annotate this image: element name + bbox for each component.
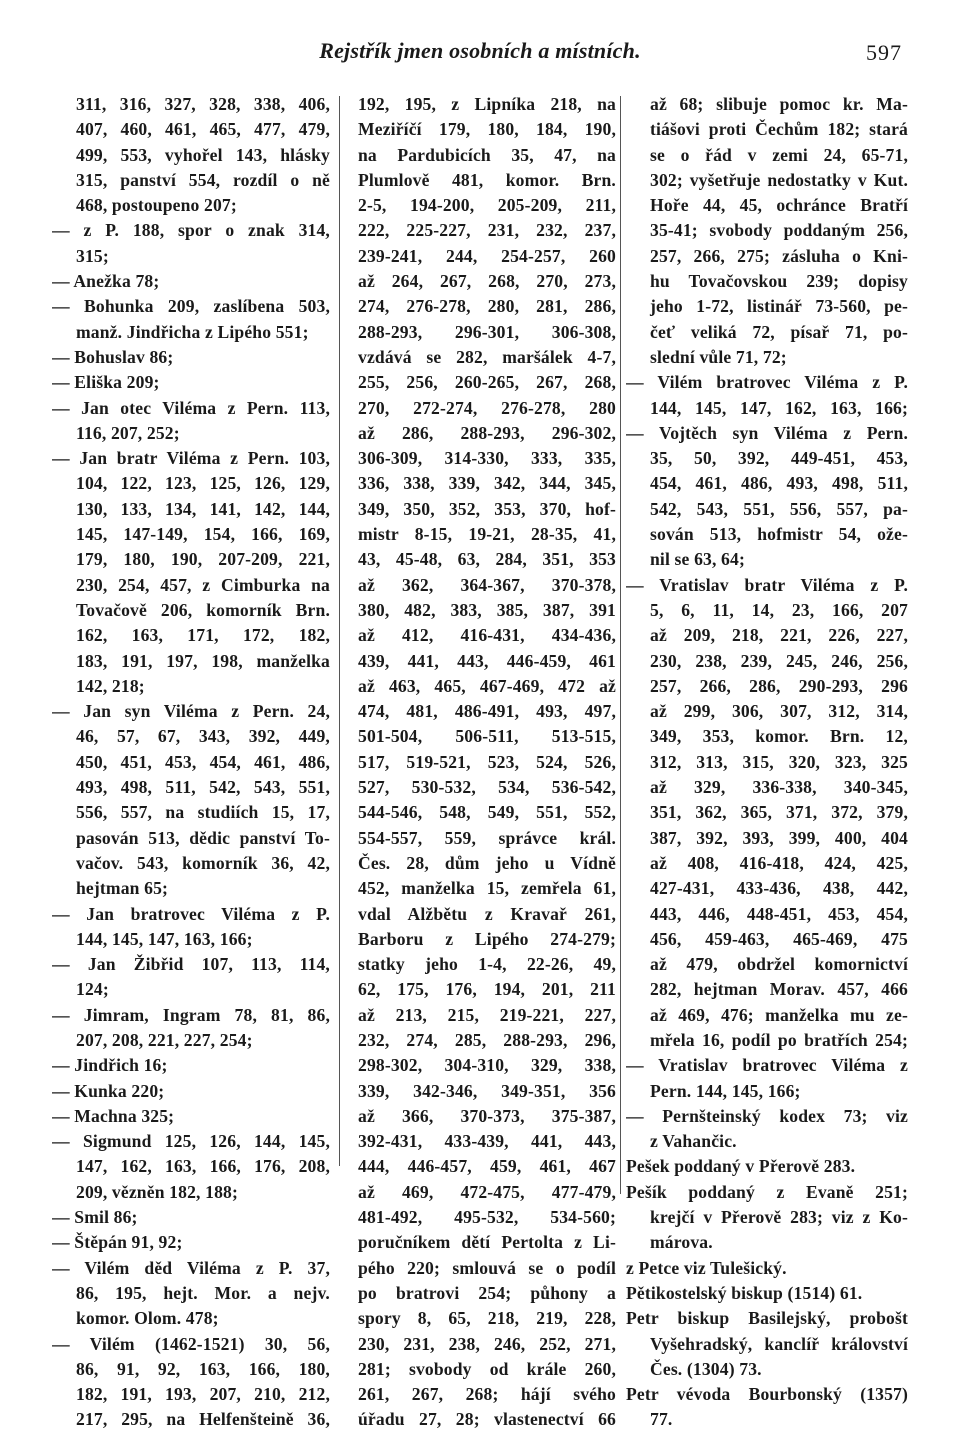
index-line: — Jan bratrovec Viléma z P.	[52, 903, 330, 924]
index-line: — Machna 325;	[52, 1105, 175, 1126]
index-line: 556, 557, na studiích 15, 17,	[76, 802, 330, 823]
index-line: 481-492, 495-532, 534-560;	[358, 1207, 616, 1228]
column-divider-2	[620, 96, 621, 1194]
index-line: se o řád v zemi 24, 65-71,	[650, 144, 908, 165]
index-line: 207, 208, 221, 227, 254;	[76, 1029, 253, 1050]
index-column-3	[626, 92, 908, 1433]
index-line: až 469, 476; manželka mu ze-	[650, 1004, 908, 1025]
index-line: 104, 122, 123, 125, 126, 129,	[76, 473, 330, 494]
index-line: — Eliška 209;	[52, 372, 160, 393]
index-line: 255, 256, 260-265, 267, 268,	[358, 372, 616, 393]
index-line: 444, 446-457, 459, 461, 467	[358, 1156, 616, 1177]
index-line: 147, 162, 163, 166, 176, 208,	[76, 1156, 330, 1177]
index-column-1	[52, 92, 330, 1433]
index-line: 35-41; svobody poddaným 256,	[650, 220, 908, 241]
index-line: 192, 195, z Lipníka 218, na	[358, 94, 616, 114]
index-line: — Vojtěch syn Viléma z Pern.	[626, 422, 908, 443]
index-line: 336, 338, 339, 342, 344, 345,	[358, 473, 616, 494]
index-line: až 463, 465, 467-469, 472 až	[358, 675, 616, 696]
index-line: až 299, 306, 307, 312, 314,	[650, 701, 908, 722]
index-line: 298-302, 304-310, 329, 338,	[358, 1055, 616, 1076]
index-line: slední vůle 71, 72;	[650, 346, 787, 367]
index-line: 288-293, 296-301, 306-308,	[358, 321, 616, 342]
index-line: 315, panství 554, rozdíl o ně	[76, 169, 330, 190]
index-line: až 209, 218, 221, 226, 227,	[650, 625, 908, 646]
index-line: hejtman 65;	[76, 878, 169, 899]
index-line: — Vratislav bratrovec Viléma z	[626, 1055, 908, 1076]
index-line: — Jan bratr Viléma z Pern. 103,	[52, 448, 330, 469]
index-line: 77.	[650, 1409, 673, 1430]
index-line: jeho 1-72, listinář 73-560, pe-	[650, 296, 908, 317]
index-line: Pešek poddaný v Přerově 283.	[626, 1156, 856, 1177]
index-line: Tovačově 206, komorník Brn.	[76, 599, 330, 620]
index-line: 306-309, 314-330, 333, 335,	[358, 448, 616, 469]
index-line: 450, 451, 453, 454, 461, 486,	[76, 751, 330, 772]
index-line: 124;	[76, 979, 109, 1000]
index-line: 86, 195, hejt. Mor. a nejv.	[76, 1282, 330, 1303]
index-line: vzdává se 282, maršálek 4-7,	[358, 346, 616, 367]
index-line: 499, 553, vyhořel 143, hlásky	[76, 144, 330, 165]
index-line: až 366, 370-373, 375-387,	[358, 1105, 616, 1126]
index-line: až 286, 288-293, 296-302,	[358, 422, 616, 443]
index-line: 182, 191, 193, 207, 210, 212,	[76, 1384, 330, 1405]
index-line: z Vahančic.	[650, 1131, 737, 1152]
index-line: 501-504, 506-511, 513-515,	[358, 726, 616, 747]
index-line: čeť veliká 72, písař 71, po-	[650, 321, 908, 342]
index-line: až 68; slibuje pomoc kr. Ma-	[650, 94, 908, 114]
index-line: až 412, 416-431, 434-436,	[358, 625, 616, 646]
index-line: na Pardubicích 35, 47, na	[358, 144, 616, 165]
index-line: komor. Olom. 478;	[76, 1308, 219, 1329]
index-line: — Vratislav bratr Viléma z P.	[626, 574, 908, 595]
index-line: 544-546, 548, 549, 551, 552,	[358, 802, 616, 823]
index-line: až 329, 336-338, 340-345,	[650, 777, 908, 798]
index-line: 43, 45-48, 63, 284, 351, 353	[358, 549, 616, 570]
index-line: Pešík poddaný z Evaně 251;	[626, 1181, 908, 1202]
index-line: 452, manželka 15, zemřela 61,	[358, 878, 616, 899]
index-line: Pětikostelský biskup (1514) 61.	[626, 1282, 863, 1303]
index-line: 217, 295, na Helfenšteině 36,	[76, 1409, 330, 1430]
index-line: 392-431, 433-439, 441, 443,	[358, 1131, 616, 1152]
index-line: 162, 163, 171, 172, 182,	[76, 625, 330, 646]
index-line: Petr vévoda Bourbonský (1357)	[626, 1384, 908, 1405]
index-line: 145, 147-149, 154, 166, 169,	[76, 524, 330, 545]
index-line: až 479, obdržel komornictví	[650, 954, 908, 975]
index-line: až 408, 416-418, 424, 425,	[650, 852, 908, 873]
index-line: — Jan Žibřid 107, 113, 114,	[52, 954, 330, 975]
index-line: až 469, 472-475, 477-479,	[358, 1181, 616, 1202]
index-line: 46, 57, 67, 343, 392, 449,	[76, 726, 330, 747]
index-line: 387, 392, 393, 399, 400, 404	[650, 827, 908, 848]
index-line: — Štěpán 91, 92;	[52, 1232, 183, 1253]
index-line: 257, 266, 286, 290-293, 296	[650, 675, 908, 696]
index-line: Hoře 44, 45, ochránce Bratří	[650, 195, 908, 216]
index-line: 257, 266, 275; zásluha o Kni-	[650, 245, 908, 266]
index-line: — Vilém bratrovec Viléma z P.	[626, 372, 908, 393]
index-line: 474, 481, 486-491, 493, 497,	[358, 701, 616, 722]
index-column-2	[358, 92, 616, 1433]
index-line: 427-431, 433-436, 438, 442,	[650, 878, 908, 899]
running-title: Rejstřík jmen osobních a místních.	[319, 38, 641, 63]
index-line: 209, vězněn 182, 188;	[76, 1181, 238, 1202]
index-line: — Bohuslav 86;	[52, 346, 174, 367]
index-line: poručníkem dětí Pertolta z Li-	[358, 1232, 616, 1253]
index-line: 527, 530-532, 534, 536-542,	[358, 777, 616, 798]
index-line: manž. Jindřicha z Lipého 551;	[76, 321, 309, 342]
index-line: mřela 16, podíl po bratřích 254;	[650, 1029, 908, 1050]
index-line: — Jan syn Viléma z Pern. 24,	[52, 701, 330, 722]
index-line: 62, 175, 176, 194, 201, 211	[358, 979, 616, 1000]
index-line: Vyšehradský, kanclíř království	[650, 1333, 908, 1354]
index-line: 179, 180, 190, 207-209, 221,	[76, 549, 330, 570]
index-line: 439, 441, 443, 446-459, 461	[358, 650, 616, 671]
index-line: 239-241, 244, 254-257, 260	[358, 245, 616, 266]
index-line: — Jindřich 16;	[52, 1055, 168, 1076]
index-line: nil se 63, 64;	[650, 549, 745, 570]
index-line: 380, 482, 383, 385, 387, 391	[358, 599, 616, 620]
index-line: 142, 218;	[76, 675, 145, 696]
index-line: mistr 8-15, 19-21, 28-35, 41,	[358, 524, 616, 545]
index-line: márova.	[650, 1232, 713, 1253]
index-line: Čes. 28, dům jeho u Vídně	[358, 852, 616, 873]
column-divider-1	[339, 96, 340, 1166]
index-line: Petr biskup Basilejský, probošt	[626, 1308, 908, 1329]
index-line: 339, 342-346, 349-351, 356	[358, 1080, 616, 1101]
index-line: — Bohunka 209, zaslíbena 503,	[52, 296, 330, 317]
index-line: 542, 543, 551, 556, 557, pa-	[650, 498, 908, 519]
index-line: 351, 362, 365, 371, 372, 379,	[650, 802, 908, 823]
index-line: 407, 460, 461, 465, 477, 479,	[76, 119, 330, 140]
index-line: statky jeho 1-4, 22-26, 49,	[358, 954, 616, 975]
index-line: Meziříčí 179, 180, 184, 190,	[358, 119, 616, 140]
index-line: 230, 231, 238, 246, 252, 271,	[358, 1333, 616, 1354]
index-line: úřadu 27, 28; vlastenectví 66	[358, 1409, 616, 1430]
index-line: 554-557, 559, správce král.	[358, 827, 616, 848]
index-line: 312, 313, 315, 320, 323, 325	[650, 751, 908, 772]
index-line: — Jimram, Ingram 78, 81, 86,	[52, 1004, 330, 1025]
index-line: až 362, 364-367, 370-378,	[358, 574, 616, 595]
index-line: 5, 6, 11, 14, 23, 166, 207	[650, 599, 908, 620]
index-line: Barboru z Lipého 274-279;	[358, 928, 616, 949]
index-line: 349, 353, komor. Brn. 12,	[650, 726, 908, 747]
index-line: 2-5, 194-200, 205-209, 211,	[358, 195, 616, 216]
index-line: 130, 133, 134, 141, 142, 144,	[76, 498, 330, 519]
index-line: hu Tovačovskou 239; dopisy	[650, 271, 908, 292]
index-line: 454, 461, 486, 493, 498, 511,	[650, 473, 908, 494]
index-line: — Sigmund 125, 126, 144, 145,	[52, 1131, 330, 1152]
index-line: 35, 50, 392, 449-451, 453,	[650, 448, 908, 469]
index-line: 517, 519-521, 523, 524, 526,	[358, 751, 616, 772]
index-line: 311, 316, 327, 328, 338, 406,	[76, 94, 330, 114]
index-line: 116, 207, 252;	[76, 422, 180, 443]
index-line: spory 8, 65, 218, 219, 228,	[358, 1308, 616, 1329]
index-line: 232, 274, 285, 288-293, 296,	[358, 1029, 616, 1050]
index-line: 144, 145, 147, 162, 163, 166;	[650, 397, 908, 418]
page-number: 597	[866, 40, 902, 65]
index-line: 230, 254, 457, z Cimburka na	[76, 574, 330, 595]
index-line: krejčí v Přerově 283; viz z Ko-	[650, 1207, 908, 1228]
index-line: — Anežka 78;	[52, 271, 160, 292]
index-line: Plumlově 481, komor. Brn.	[358, 169, 616, 190]
index-line: sován 513, hofmistr 54, ože-	[650, 524, 908, 545]
index-line: — Kunka 220;	[52, 1080, 165, 1101]
index-line: 468, postoupeno 207;	[76, 195, 237, 216]
index-line: 456, 459-463, 465-469, 475	[650, 928, 908, 949]
index-line: tiášovi proti Čechům 182; stará	[650, 119, 908, 140]
index-line: — Jan otec Viléma z Pern. 113,	[52, 397, 330, 418]
index-line: až 213, 215, 219-221, 227,	[358, 1004, 616, 1025]
index-line: — Vilém (1462-1521) 30, 56,	[52, 1333, 330, 1354]
index-line: 281; svobody od krále 260,	[358, 1358, 616, 1379]
index-line: 144, 145, 147, 163, 166;	[76, 928, 253, 949]
index-line: — Vilém děd Viléma z P. 37,	[52, 1257, 330, 1278]
index-line: 222, 225-227, 231, 232, 237,	[358, 220, 616, 241]
index-line: vačov. 543, komorník 36, 42,	[76, 852, 330, 873]
index-line: — Smil 86;	[52, 1207, 138, 1228]
index-line: 230, 238, 239, 245, 246, 256,	[650, 650, 908, 671]
index-line: Čes. (1304) 73.	[650, 1358, 762, 1379]
index-line: pasován 513, dědic panství To-	[76, 827, 330, 848]
index-line: Pern. 144, 145, 166;	[650, 1080, 801, 1101]
index-line: 282, hejtman Morav. 457, 466	[650, 979, 908, 1000]
index-line: 315;	[76, 245, 109, 266]
index-line: pého 220; smlouvá se o podíl	[358, 1257, 616, 1278]
index-line: z Petce viz Tulešický.	[626, 1257, 787, 1278]
index-line: 302; vyšetřuje nedostatky v Kut.	[650, 169, 908, 190]
index-line: 493, 498, 511, 542, 543, 551,	[76, 777, 330, 798]
index-line: 443, 446, 448-451, 453, 454,	[650, 903, 908, 924]
index-line: vdal Alžbětu z Kravař 261,	[358, 903, 616, 924]
index-line: — Pernšteinský kodex 73; viz	[626, 1105, 908, 1126]
index-line: — z P. 188, spor o znak 314,	[52, 220, 330, 241]
index-line: po bratrovi 254; půhony a	[358, 1282, 616, 1303]
index-line: 349, 350, 352, 353, 370, hof-	[358, 498, 616, 519]
index-line: až 264, 267, 268, 270, 273,	[358, 271, 616, 292]
index-line: 261, 267, 268; hájí svého	[358, 1384, 616, 1405]
index-line: 270, 272-274, 276-278, 280	[358, 397, 616, 418]
index-line: 183, 191, 197, 198, manželka	[76, 650, 330, 671]
index-line: 86, 91, 92, 163, 166, 180,	[76, 1358, 330, 1379]
index-line: 274, 276-278, 280, 281, 286,	[358, 296, 616, 317]
